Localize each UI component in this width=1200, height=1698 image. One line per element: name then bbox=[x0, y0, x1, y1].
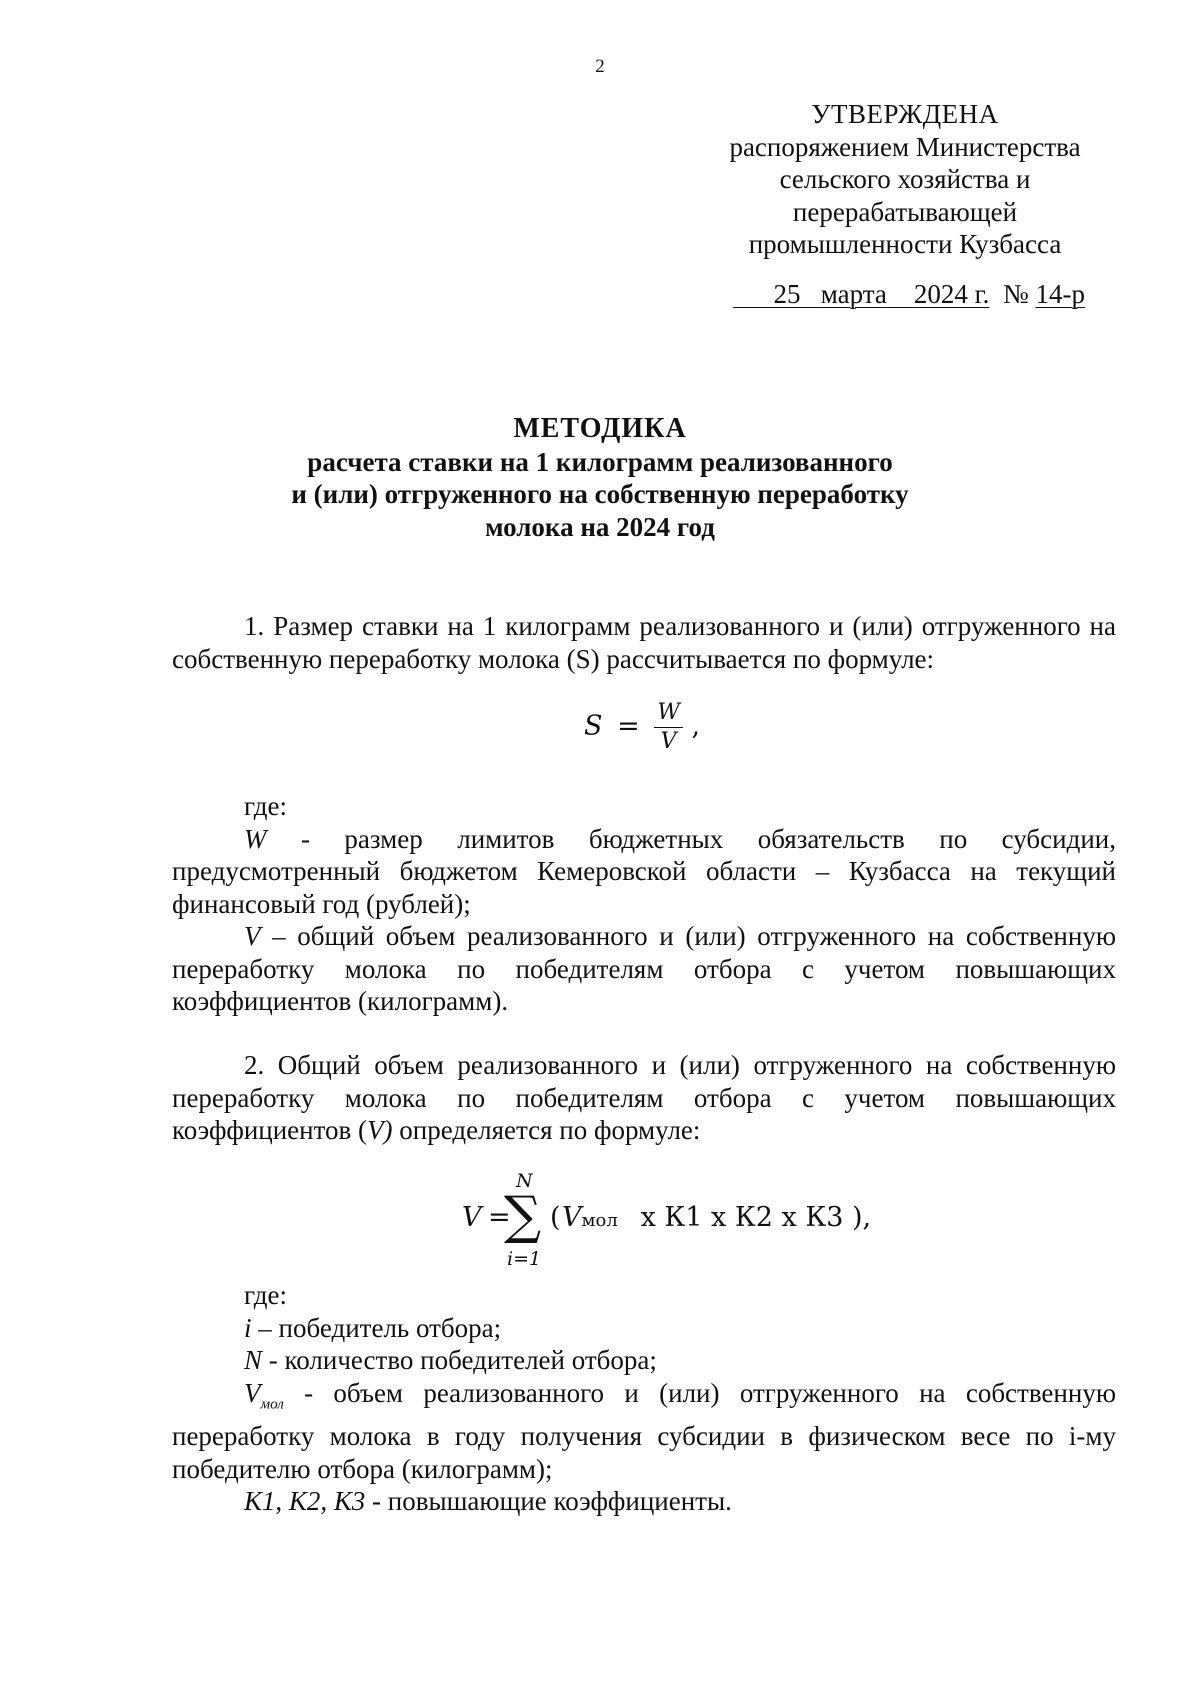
number-sign: № bbox=[1002, 279, 1029, 309]
definition-text: – победитель отбора; bbox=[251, 1312, 502, 1343]
definition-symbol: W bbox=[244, 823, 267, 854]
section-1-text bbox=[172, 610, 1116, 675]
approval-line: распоряжением Министерства bbox=[729, 131, 1081, 162]
formula-lhs: V bbox=[462, 1202, 482, 1233]
title-line: молока на 2024 год bbox=[485, 511, 715, 542]
definition-text: - количество победителей отбора; bbox=[262, 1345, 657, 1375]
formula-tail: , bbox=[691, 710, 701, 742]
definition-symbol: V bbox=[244, 921, 261, 951]
fraction-denominator: V bbox=[660, 729, 677, 754]
date-day: 25 bbox=[773, 279, 801, 309]
fraction-numerator: W bbox=[654, 700, 683, 728]
formula-v bbox=[462, 1170, 872, 1270]
document-title bbox=[0, 413, 1200, 543]
date-year: 2024 г. bbox=[913, 279, 990, 309]
definition-text: - объем реализованного и (или) отгруженного на собственную переработку молока в году получения субсидии в физическом весе по i-му победителю отбора (килограмм); bbox=[172, 1377, 1116, 1484]
approval-line: промышленности Кузбасса bbox=[748, 229, 1062, 259]
fraction bbox=[654, 700, 683, 754]
definition-text: - размер лимитов бюджетных обязательств по субсидии, предусмотренный бюджетом Кемеровской области – Кузбасса на текущий финансовый год (рублей); bbox=[172, 823, 1116, 919]
definition-k bbox=[172, 1485, 1116, 1518]
formula-paren: ( bbox=[550, 1202, 561, 1233]
definition-w bbox=[172, 823, 1116, 921]
page-number: 2 bbox=[595, 56, 605, 77]
approval-date bbox=[733, 279, 1085, 310]
approval-line: сельского хозяйства и bbox=[779, 164, 1031, 194]
section-2-definitions bbox=[172, 1279, 1116, 1518]
where-label: где: bbox=[244, 791, 287, 821]
formula-s bbox=[584, 700, 700, 754]
approval-block bbox=[700, 98, 1110, 261]
definition-vmol bbox=[172, 1377, 1116, 1486]
section-1-definitions bbox=[172, 790, 1116, 1018]
formula-eq: = bbox=[617, 710, 640, 742]
approval-line: перерабатывающей bbox=[792, 196, 1018, 227]
formula-eq: = bbox=[488, 1202, 511, 1233]
definition-i bbox=[172, 1312, 1116, 1345]
definition-symbol: N bbox=[244, 1345, 263, 1375]
section-2-text bbox=[172, 1049, 1116, 1147]
title-line: и (или) отгруженного на собственную переработку bbox=[291, 479, 909, 509]
paragraph: 1. Размер ставки на 1 килограмм реализованного и (или) отгруженного на собственную переработку молока (S) рассчитывается по формуле: bbox=[172, 611, 1116, 674]
definition-v bbox=[172, 920, 1116, 1018]
date-month: марта bbox=[820, 279, 887, 309]
v-symbol: V bbox=[562, 1202, 582, 1233]
paragraph-text: 2. Общий объем реализованного и (или) отгруженного на собственную переработку молока по победителям отбора с учетом повышающих коэффициентов ( bbox=[172, 1050, 1116, 1145]
sum-lower: i=1 bbox=[507, 1248, 542, 1270]
title-line: расчета ставки на 1 килограмм реализованного bbox=[307, 446, 893, 477]
definition-symbol: К1, К2, К3 bbox=[244, 1486, 366, 1517]
paragraph bbox=[172, 1049, 1116, 1147]
title-head: МЕТОДИКА bbox=[513, 413, 687, 444]
document-number: 14-р bbox=[1035, 279, 1085, 309]
definition-symbol: i bbox=[244, 1312, 252, 1343]
formula-rest: x К1 x К2 x К3 ), bbox=[632, 1202, 872, 1233]
formula-vmol bbox=[562, 1202, 618, 1233]
symbol-v: V) bbox=[367, 1115, 393, 1145]
definition-subscript: мол bbox=[260, 1395, 284, 1412]
definition-symbol: V bbox=[244, 1377, 261, 1408]
sum-upper: N bbox=[516, 1170, 533, 1192]
approval-stamp: УТВЕРЖДЕНА bbox=[811, 99, 999, 129]
paragraph-text: определяется по формуле: bbox=[392, 1115, 701, 1145]
where-label: где: bbox=[244, 1280, 287, 1310]
formula-lhs: S bbox=[584, 710, 603, 742]
definition-n bbox=[172, 1344, 1116, 1377]
v-subscript: мол bbox=[581, 1210, 618, 1231]
definition-text: – общий объем реализованного и (или) отгруженного на собственную переработку молока по победителям отбора с учетом повышающих коэффициентов (килограмм). bbox=[172, 921, 1116, 1016]
definition-text: - повышающие коэффициенты. bbox=[365, 1486, 732, 1517]
sum-sign: ∑ bbox=[504, 1186, 542, 1246]
